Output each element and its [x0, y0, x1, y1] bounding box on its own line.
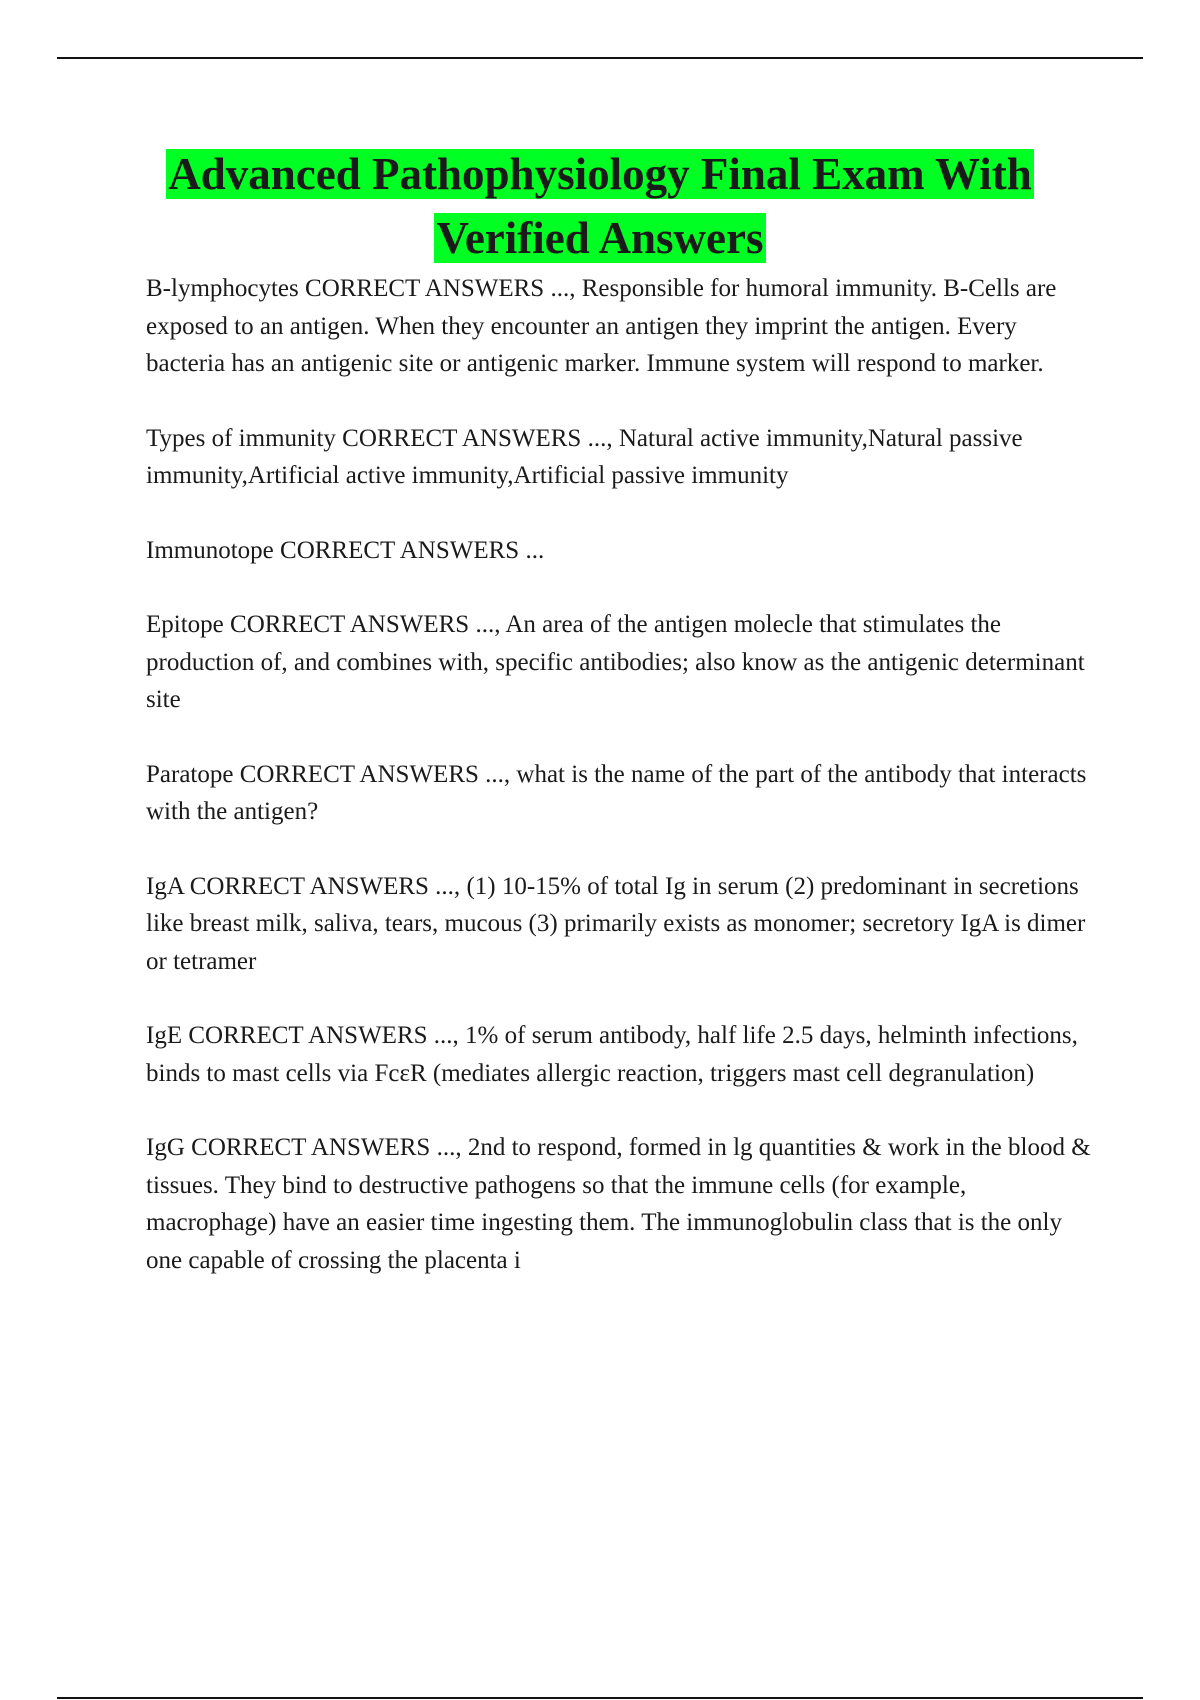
- qa-entry-immunotope: [146, 532, 1096, 570]
- qa-term: IgE: [146, 1022, 183, 1049]
- qa-term: Paratope: [146, 760, 234, 788]
- qa-answer: 2nd to respond, formed in lg quantities & work in the blood & tissues. They bind to destructive pathogens so that the immune cells (for example, macrophage) have an easier time ingesting them. The immunoglobulin class that is the only one capable of crossing the placenta i: [146, 1134, 1091, 1274]
- qa-term: Epitope: [146, 611, 224, 638]
- qa-marker: CORRECT ANSWERS ...,: [189, 872, 461, 900]
- qa-entry-igg: [146, 1129, 1096, 1279]
- qa-entry-types-of-immunity: [146, 420, 1096, 495]
- qa-marker: CORRECT ANSWERS ...,: [230, 611, 501, 638]
- qa-entry-iga: [146, 868, 1096, 981]
- qa-answer: 1% of serum antibody, half life 2.5 days, helminth infections, binds to mast cells via FcεR (mediates allergic reaction, triggers mast cell degranulation): [146, 1022, 1078, 1087]
- qa-term: Immunotope: [146, 536, 274, 564]
- qa-entry-ige: [146, 1017, 1096, 1092]
- qa-answer: An area of the antigen molecle that stimulates the production of, and combines with, specific antibodies; also know as the antigenic determinant site: [146, 611, 1085, 713]
- title-line-2: Verified Answers: [436, 213, 764, 263]
- qa-marker: CORRECT ANSWERS ...,: [239, 760, 511, 788]
- qa-answer: Responsible for humoral immunity. B-Cells are exposed to an antigen. When they encounter an antigen they imprint the antigen. Every bacteria has an antigenic site or antigenic marker. Immune system will respond to marker.: [146, 275, 1057, 377]
- qa-marker: CORRECT ANSWERS ...: [280, 536, 545, 564]
- qa-entry-paratope: [146, 756, 1096, 831]
- bottom-rule: [57, 1697, 1143, 1699]
- qa-entry-epitope: [146, 606, 1096, 719]
- qa-term: IgG: [146, 1134, 185, 1161]
- title-line-1: Advanced Pathophysiology Final Exam With: [168, 149, 1032, 199]
- qa-term: IgA: [146, 872, 184, 900]
- qa-term: B-lymphocytes: [146, 275, 299, 302]
- qa-answer: (1) 10-15% of total Ig in serum (2) predominant in secretions like breast milk, saliva, tears, mucous (3) primarily exists as monomer; secretory IgA is dimer or tetramer: [146, 872, 1086, 975]
- qa-answer: Natural active immunity,Natural passive immunity,Artificial active immunity,Artificial passive immunity: [146, 424, 1023, 489]
- qa-marker: CORRECT ANSWERS ...,: [342, 424, 613, 452]
- document-title: [60, 142, 1140, 270]
- qa-answer: what is the name of the part of the antibody that interacts with the antigen?: [146, 760, 1087, 825]
- qa-marker: CORRECT ANSWERS ...,: [191, 1134, 462, 1161]
- qa-marker: CORRECT ANSWERS ...,: [305, 275, 576, 302]
- top-rule: [57, 57, 1143, 59]
- qa-term: Types of immunity: [146, 424, 336, 452]
- qa-list: [146, 270, 1096, 1316]
- qa-entry-b-lymphocytes: [146, 270, 1096, 383]
- qa-marker: CORRECT ANSWERS ...,: [188, 1022, 459, 1049]
